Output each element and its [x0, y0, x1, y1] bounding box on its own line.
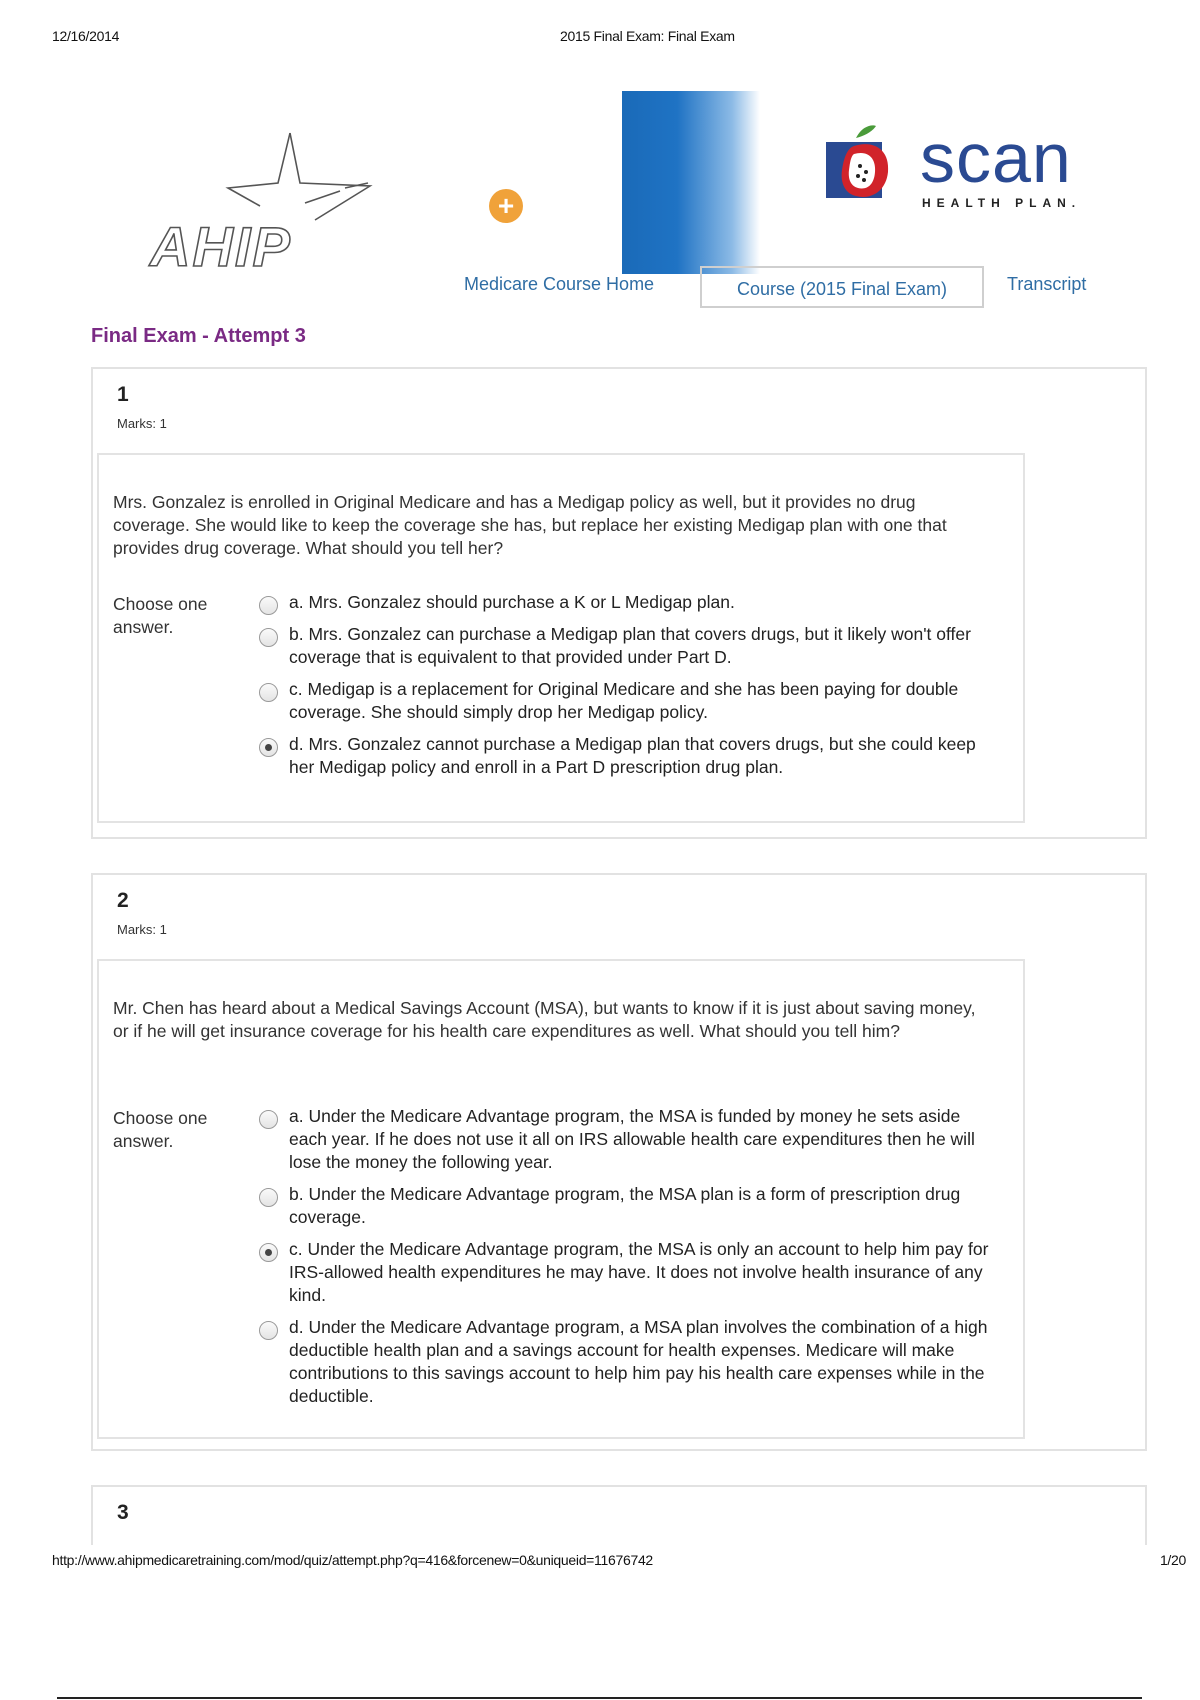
print-header — [52, 28, 1148, 48]
nav-medicare-course-home[interactable]: Medicare Course Home — [464, 274, 655, 294]
scan-logo-text: scan — [920, 119, 1072, 197]
answer-label: c. Medigap is a replacement for Original Medicare and she has been paying for double coverage. She should simply drop her Medigap policy. — [289, 679, 959, 722]
question-3 — [91, 1485, 1147, 1545]
print-title: 2015 Final Exam: Final Exam — [560, 28, 735, 44]
answer-option-d[interactable] — [259, 733, 989, 779]
ahip-logo — [140, 128, 390, 278]
question-text: Mrs. Gonzalez is enrolled in Original Medicare and has a Medigap policy as well, but it provides no drug coverage. She would like to keep the coverage she has, but replace her existing Medigap plan with one that provides drug coverage. What should you tell her? — [113, 492, 947, 558]
answer-list — [259, 1105, 989, 1417]
answer-list — [259, 591, 989, 788]
question-2 — [91, 873, 1147, 1451]
print-url: http://www.ahipmedicaretraining.com/mod/quiz/attempt.php?q=416&forcenew=0&uniqueid=11676742 — [52, 1552, 653, 1568]
answer-option-a[interactable] — [259, 1105, 989, 1174]
answer-label: c. Under the Medicare Advantage program, the MSA is only an account to help him pay for IRS-allowed health expenditures he may have. It does not involve health insurance of any kind. — [289, 1239, 989, 1305]
ahip-logo-text: AHIP — [150, 215, 292, 278]
banner-gradient — [622, 91, 760, 274]
radio-button[interactable] — [259, 596, 278, 615]
answer-label: d. Under the Medicare Advantage program, a MSA plan involves the combination of a high deductible health plan and a savings account for health expenses. Medicare will make contributions to this savings account to help him pay his health care expenses while in the deductible. — [289, 1317, 988, 1406]
question-1 — [91, 367, 1147, 839]
question-number: 1 — [117, 383, 129, 406]
print-footer — [52, 1552, 1186, 1572]
page-bottom-rule — [57, 1697, 1142, 1699]
radio-button-selected[interactable] — [259, 738, 278, 757]
radio-button[interactable] — [259, 1321, 278, 1340]
answer-option-a[interactable] — [259, 591, 989, 614]
question-number: 3 — [117, 1501, 129, 1524]
page-title: Final Exam - Attempt 3 — [91, 325, 306, 347]
question-content — [97, 453, 1025, 823]
question-content — [97, 959, 1025, 1439]
radio-button[interactable] — [259, 1110, 278, 1129]
scan-logo-subtitle: HEALTH PLAN. — [922, 196, 1082, 210]
print-page-number: 1/20 — [1159, 1552, 1186, 1568]
radio-button[interactable] — [259, 1188, 278, 1207]
answer-option-b[interactable] — [259, 623, 989, 669]
question-text: Mr. Chen has heard about a Medical Savings Account (MSA), but wants to know if it is just about saving money, or if he will get insurance coverage for his health care expenditures as well. What should you tell him? — [113, 998, 976, 1041]
radio-button[interactable] — [259, 683, 278, 702]
answer-label: b. Mrs. Gonzalez can purchase a Medigap plan that covers drugs, but it likely won't offer coverage that is equivalent to that provided under Part D. — [289, 624, 971, 667]
question-number: 2 — [117, 889, 129, 912]
print-date: 12/16/2014 — [52, 28, 120, 44]
answer-option-c[interactable] — [259, 678, 989, 724]
radio-button[interactable] — [259, 628, 278, 647]
plus-icon: + — [489, 189, 523, 223]
answer-option-c[interactable] — [259, 1238, 989, 1307]
answer-option-b[interactable] — [259, 1183, 989, 1229]
question-marks: Marks: 1 — [117, 922, 167, 937]
answer-label: a. Under the Medicare Advantage program, the MSA is funded by money he sets aside each year. If he does not use it all on IRS allowable health care expenditures then he will lose the money the following year. — [289, 1106, 975, 1172]
question-marks: Marks: 1 — [117, 416, 167, 431]
choose-one-label: Choose one answer. — [113, 594, 208, 637]
answer-label: b. Under the Medicare Advantage program, the MSA plan is a form of prescription drug coverage. — [289, 1184, 961, 1227]
answer-label: d. Mrs. Gonzalez cannot purchase a Medigap plan that covers drugs, but she could keep her Medigap policy and enroll in a Part D prescription drug plan. — [289, 734, 976, 777]
choose-one-label: Choose one answer. — [113, 1108, 208, 1151]
answer-option-d[interactable] — [259, 1316, 989, 1408]
nav-course-tab[interactable]: Course (2015 Final Exam) — [700, 266, 984, 308]
radio-button-selected[interactable] — [259, 1243, 278, 1262]
scan-apple-logo — [822, 120, 912, 220]
nav-transcript[interactable]: Transcript — [1007, 274, 1087, 294]
answer-label: a. Mrs. Gonzalez should purchase a K or L Medigap plan. — [289, 592, 735, 612]
